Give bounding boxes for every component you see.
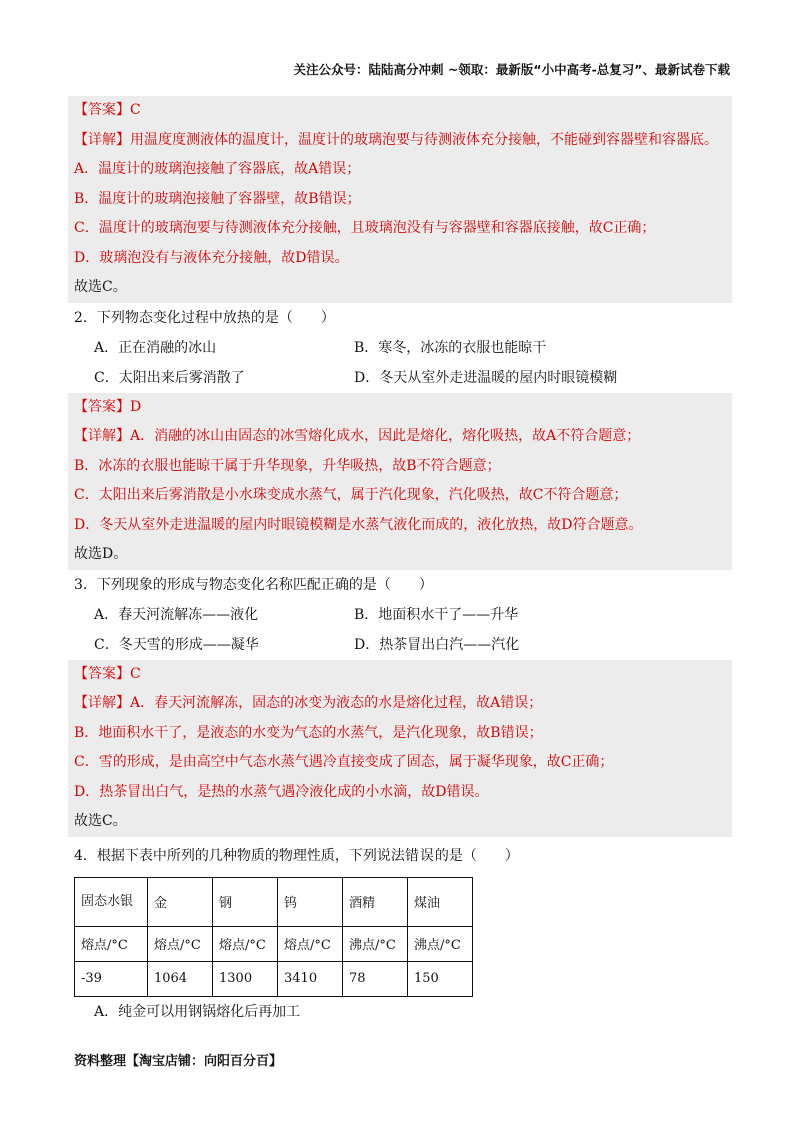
option-a: A．正在消融的冰山: [94, 339, 217, 356]
question-3-options: [68, 600, 732, 660]
answer-block-1: [68, 96, 732, 303]
page-content: [68, 96, 732, 1027]
table-cell: -39: [75, 961, 148, 996]
table-cell: 沸点/°C: [408, 926, 473, 961]
answer-value: D: [130, 398, 142, 415]
question-4-stem: [68, 841, 732, 871]
answer-tag: 【答案】: [74, 398, 130, 415]
answer-block-3: [68, 660, 732, 837]
answer-tag: 【答案】: [74, 665, 130, 682]
explanation-line: C．温度计的玻璃泡要与待测液体充分接触，且玻璃泡没有与容器壁和容器底接触，故C正确；: [74, 220, 656, 236]
stem-text: 的是（ ）: [434, 847, 519, 864]
table-cell: 钨: [278, 877, 343, 926]
table-cell: 酒精: [343, 877, 408, 926]
page-header: 关注公众号：陆陆高分冲刺 ~领取：最新版“小中高考-总复习”、最新试卷下载: [293, 62, 730, 77]
question-2-stem: 2．下列物态变化过程中放热的是（ ）: [74, 309, 335, 326]
explanation-line: B．温度计的玻璃泡接触了容器壁，故B错误；: [74, 190, 361, 207]
table-cell: 沸点/°C: [343, 926, 408, 961]
question-2-options: [68, 333, 732, 393]
table-cell: 150: [408, 961, 473, 996]
question-3-stem: 3．下列现象的形成与物态变化名称匹配正确的是（ ）: [74, 576, 433, 593]
table-row: [75, 877, 473, 926]
page-footer: 资料整理【淘宝店铺：向阳百分百】: [74, 1054, 283, 1069]
explanation-line: C．雪的形成，是由高空中气态水蒸气遇冷直接变成了固态，属于凝华现象，故C正确；: [74, 754, 614, 770]
table-cell: 熔点/°C: [75, 926, 148, 961]
answer-line: [74, 96, 726, 126]
detail-text: A．春天河流解冻，固态的冰变为液态的水是熔化过程，故A错误；: [130, 695, 543, 711]
option-a: A．纯金可以用钢锅熔化后再加工: [94, 1003, 301, 1020]
explanation-line: D．玻璃泡没有与液体充分接触，故D错误。: [74, 249, 349, 266]
table-row: [75, 926, 473, 961]
detail-line: [74, 422, 726, 452]
option-d: D．冬天从室外走进温暖的屋内时眼镜模糊: [354, 369, 618, 386]
conclusion-line: 故选D。: [74, 546, 128, 562]
table-cell: 固态水银: [75, 877, 148, 926]
explanation-line: C．太阳出来后雾消散是小水珠变成水蒸气，属于汽化现象，汽化吸热，故C不符合题意；: [74, 487, 628, 503]
answer-value: C: [130, 102, 141, 118]
option-a: A．春天河流解冻——液化: [94, 606, 259, 623]
explanation-line: B．地面积水干了，是液态的水变为气态的水蒸气，是汽化现象，故B错误；: [74, 724, 543, 741]
option-d: D．热茶冒出白汽——汽化: [354, 636, 520, 653]
table-cell: 钢: [213, 877, 278, 926]
detail-line: [74, 689, 726, 719]
conclusion-line: 故选C。: [74, 279, 127, 295]
emphasis-text: 错误: [404, 847, 435, 864]
explanation-line: D．冬天从室外走进温暖的屋内时眼镜模糊是水蒸气液化而成的，液化放热，故D符合题意。: [74, 516, 643, 533]
answer-line: [74, 393, 726, 423]
option-b: B．寒冬，冰冻的衣服也能晾干: [354, 339, 547, 356]
table-cell: 78: [343, 961, 408, 996]
detail-tag: 【详解】: [74, 695, 130, 711]
detail-tag: 【详解】: [74, 428, 130, 444]
table-cell: 金: [148, 877, 213, 926]
table-cell: 1064: [148, 961, 213, 996]
explanation-line: A．温度计的玻璃泡接触了容器底，故A错误；: [74, 161, 361, 177]
table-cell: 熔点/°C: [213, 926, 278, 961]
answer-tag: 【答案】: [74, 102, 130, 118]
detail-line: [74, 126, 726, 156]
explanation-line: B．冰冻的衣服也能晾干属于升华现象，升华吸热，故B不符合题意；: [74, 457, 501, 474]
table-cell: 煤油: [408, 877, 473, 926]
answer-value: C: [130, 665, 141, 682]
option-c: C．太阳出来后雾消散了: [94, 369, 245, 386]
question-4-options: [68, 997, 732, 1027]
table-cell: 熔点/°C: [278, 926, 343, 961]
table-cell: 3410: [278, 961, 343, 996]
table-row: [75, 961, 473, 996]
option-b: B．地面积水干了——升华: [354, 606, 519, 623]
explanation-line: D．热茶冒出白气，是热的水蒸气遇冷液化成的小水滴，故D错误。: [74, 783, 489, 800]
table-cell: 熔点/°C: [148, 926, 213, 961]
answer-block-2: [68, 393, 732, 570]
properties-table: [74, 877, 473, 997]
detail-text: A．消融的冰山由固态的冰雪熔化成水，因此是熔化，熔化吸热，故A不符合题意；: [130, 428, 641, 444]
conclusion-line: 故选C。: [74, 813, 127, 829]
detail-tag: 【详解】: [74, 131, 130, 148]
answer-line: [74, 660, 726, 690]
detail-text: 用温度度测液体的温度计，温度计的玻璃泡要与待测液体充分接触，不能碰到容器壁和容器底。: [130, 131, 718, 148]
table-cell: 1300: [213, 961, 278, 996]
option-c: C．冬天雪的形成——凝华: [94, 636, 259, 653]
stem-text: 4．根据下表中所列的几种物质的物理性质，下列说法: [74, 847, 405, 864]
